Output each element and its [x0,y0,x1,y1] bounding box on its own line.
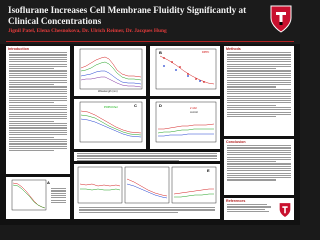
figure-c [74,99,146,149]
figure-b-left-series-blue [81,71,141,84]
references-heading: References [226,199,246,203]
figure-d-label: D [159,103,162,108]
figure-d-series-green [158,129,214,133]
figure-e-caption-lines [76,206,218,213]
figure-c-series-red [81,111,141,133]
introduction-panel [6,46,70,174]
figure-b-right [150,46,220,96]
figure-a-series-green [13,185,45,208]
figure-b-label: B [159,50,162,55]
introduction-body [6,52,70,151]
figure-a-caption-lines [48,187,69,203]
figure-b-tag: DPPC [202,51,210,54]
figure-e-row [74,164,220,219]
figure-a-label: A [47,180,50,185]
figure-b-xlabel: Wavelength (nm) [98,90,118,93]
methods-panel [224,46,294,136]
poster-header [0,0,300,44]
poster-title: Isoflurane Increases Cell Membrane Fluidity Significantly at Clinical Concentrations [8,5,247,26]
figure-c-tag: POPC/Chol [104,106,118,109]
header-divider [6,41,294,42]
figure-b-left [74,46,146,96]
figure-b-left-plot [74,46,146,96]
conclusion-heading: Conclusion [226,140,246,144]
figure-a [6,177,70,219]
figure-b-right-fit [160,56,214,84]
figure-caption-middle [74,152,220,161]
methods-body [224,52,294,117]
figure-d-series-red [158,124,214,129]
figure-b-left-series-purple [81,77,141,87]
figure-a-series-red [13,183,45,208]
references-panel [224,198,294,220]
university-shield-logo-icon [269,4,293,34]
figure-d-series-blue [158,134,214,136]
conclusion-body [224,145,294,180]
conclusion-panel [224,139,294,195]
introduction-heading: Introduction [8,47,29,51]
university-logo-small-icon [278,202,292,218]
figure-d [150,99,220,149]
figure-d-tag: 2 mM [190,107,197,110]
methods-heading: Methods [226,47,241,51]
figure-e-label: E [207,168,210,173]
figure-b-left-series-green [81,62,141,80]
figure-c-label: C [134,103,137,108]
poster-authors: Jignil Patel, Elena Chesnokova, Dr. Ulrich Reimer, Dr. Jacques Hung [8,28,167,34]
figure-d-legend: control [190,111,198,114]
